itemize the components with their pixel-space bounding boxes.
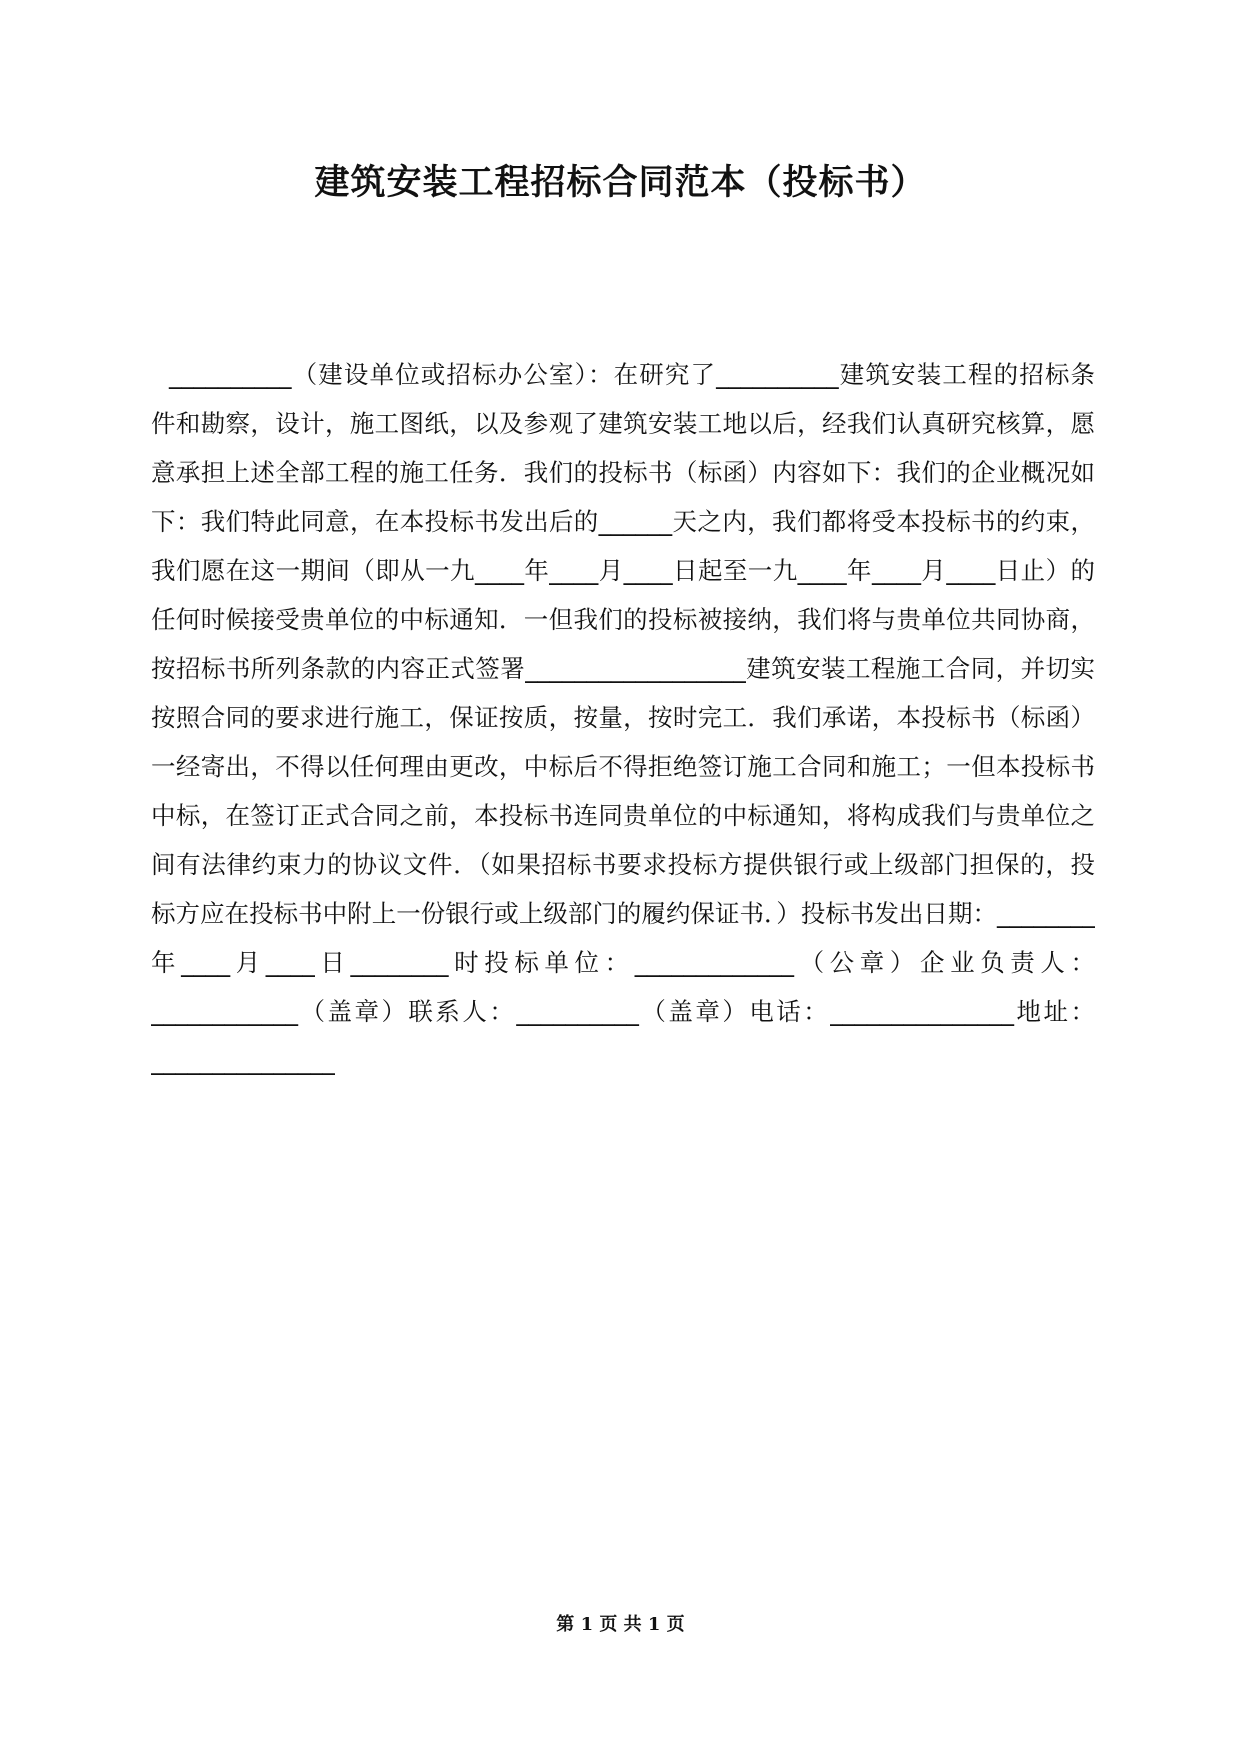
body-line: __________（建设单位或招标办公室）：在研究了__________建筑安装工程的招标条 [169, 360, 1095, 389]
body-line: 任何时候接受贵单位的中标通知．一但我们的投标被接纳，我们将与贵单位共同协商， [151, 605, 1095, 634]
document-body [151, 350, 1095, 1085]
body-line: 中标，在签订正式合同之前，本投标书连同贵单位的中标通知，将构成我们与贵单位之 [151, 801, 1095, 830]
body-line: 我们愿在这一期间（即从一九____年____月____日起至一九____年____月____日止）的 [151, 556, 1095, 585]
body-line: 按招标书所列条款的内容正式签署__________________建筑安装工程施工合同，并切实 [151, 654, 1095, 683]
body-line: 按照合同的要求进行施工，保证按质，按量，按时完工．我们承诺，本投标书（标函） [151, 703, 1095, 732]
document-title: 建筑安装工程招标合同范本（投标书） [314, 163, 927, 203]
body-line: 件和勘察，设计，施工图纸，以及参观了建筑安装工地以后，经我们认真研究核算，愿 [151, 409, 1095, 438]
body-line: 间有法律约束力的协议文件．（如果招标书要求投标方提供银行或上级部门担保的，投 [151, 850, 1095, 879]
body-line: 下：我们特此同意，在本投标书发出后的______天之内，我们都将受本投标书的约束， [151, 507, 1095, 536]
body-line: 意承担上述全部工程的施工任务．我们的投标书（标函）内容如下：我们的企业概况如 [151, 458, 1095, 487]
body-line: 标方应在投标书中附上一份银行或上级部门的履约保证书．）投标书发出日期：________ [151, 899, 1095, 928]
body-line: _______________ [151, 1046, 335, 1075]
page-number-footer: 第 1 页 共 1 页 [556, 1614, 685, 1635]
body-line: 年____月____日________时投标单位：_____________（公章）企业负责人： [151, 948, 1095, 977]
body-line: 一经寄出，不得以任何理由更改，中标后不得拒绝签订施工合同和施工；一但本投标书 [151, 752, 1095, 781]
body-line: ____________（盖章）联系人：__________（盖章）电话：_______________地址： [151, 997, 1095, 1026]
